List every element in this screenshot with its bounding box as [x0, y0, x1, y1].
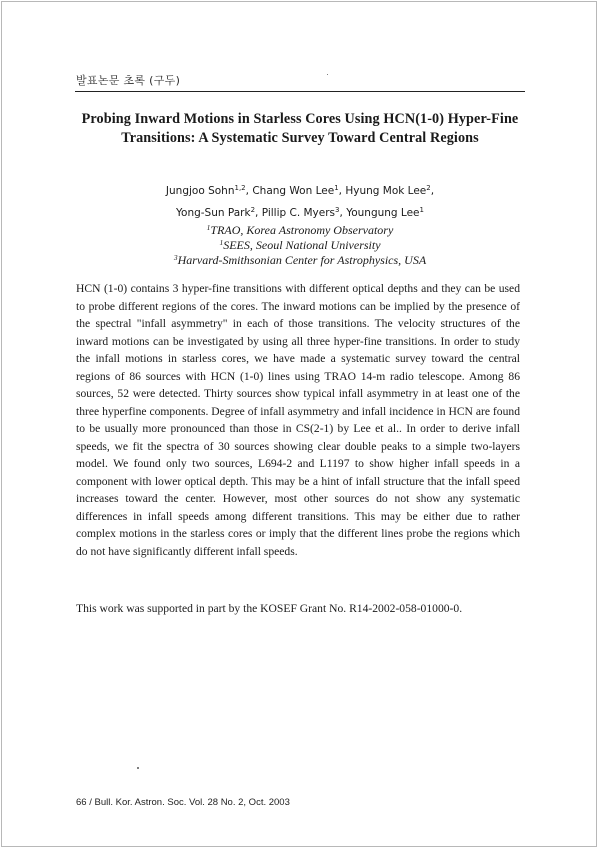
author-name: Yong-Sun Park: [176, 207, 251, 219]
author-name: Jungjoo Sohn: [165, 185, 235, 197]
author-sep: ,: [338, 185, 346, 197]
affiliation: [70, 223, 530, 238]
section-header: 발표논문 초록 (구두): [76, 74, 181, 87]
affil-mark: 1: [219, 238, 224, 247]
author-affil-mark: 1: [419, 206, 424, 214]
author-name: Youngung Lee: [346, 207, 420, 219]
author-affil-mark: 1: [334, 184, 339, 192]
title-line-1: Probing Inward Motions in Starless Cores Using HCN(1-0) Hyper-Fine: [81, 111, 519, 127]
abstract-body: HCN (1-0) contains 3 hyper-fine transitions with different optical depths and they can be used to probe different regions of the cores. The inward motions can be implied by the presence of the spectral "infall asymmetry" in each of those transitions. The velocity structures of the inward motions can be investigated by using all three hyper-fine transitions. In order to study the infall motions in starless cores, we have made a systematic survey toward the central regions of 86 sources with HCN (1-0) lines using TRAO 14-m radio telescope. Among 86 sources, 52 were detected. Thirty sources show typical infall asymmetry in at least one of the three hyperfine components. Degree of infall asymmetry and infall incidence in HCN are found to be usually more pronounced than those in CS(2-1) by Lee et al.. In order to derive infall speeds, we fit the spectra of 30 sources showing clear double peaks to a simple two-layers model. We found only two sources, L694-2 and L1197 to show higher infall speeds in a component with lower optical depth. This may be a hint of infall structure that the infall speed increases toward the center. However, most other sources do not show any systematic differences in infall speeds among different transitions. This may be either due to rather complex motions in the starless cores or imply that the different lines probe the regions which do not have significantly different infall speeds.: [76, 282, 520, 558]
title-line-2: Transitions: A Systematic Survey Toward Central Regions: [121, 130, 479, 146]
author-affil-mark: 2: [250, 206, 256, 214]
author-affil-mark: 2: [426, 184, 431, 192]
author-sep: ,: [245, 185, 253, 197]
author-name: Pillip C. Myers: [261, 207, 336, 219]
acknowledgement: This work was supported in part by the KOSEF Grant No. R14-2002-058-01000-0.: [76, 602, 463, 615]
author-sep: ,: [255, 207, 262, 219]
affil-text: SEES, Seoul National University: [223, 238, 381, 252]
author-line-1: [70, 180, 530, 202]
author-sep: ,: [339, 207, 347, 219]
scan-speck: [137, 767, 139, 769]
scan-speck: [327, 74, 328, 75]
affil-mark: 1: [206, 223, 211, 232]
affiliation: [70, 238, 530, 253]
paper-title: [70, 110, 530, 148]
author-sep: ,: [430, 185, 435, 197]
header-rule: [75, 91, 525, 92]
affil-text: Harvard-Smithsonian Center for Astrophysics, USA: [177, 253, 427, 267]
page-footer: 66 / Bull. Kor. Astron. Soc. Vol. 28 No. 2, Oct. 2003: [76, 797, 290, 808]
affil-text: TRAO, Korea Astronomy Observatory: [210, 223, 394, 237]
affiliation: [70, 253, 530, 268]
author-line-2: [70, 202, 530, 224]
author-name: Chang Won Lee: [252, 185, 335, 197]
author-list: [70, 180, 530, 224]
author-affil-mark: 3: [335, 206, 340, 214]
affiliation-list: [70, 223, 530, 268]
author-affil-mark: 1,2: [234, 184, 246, 192]
affil-mark: 3: [173, 253, 178, 262]
author-name: Hyung Mok Lee: [345, 185, 427, 197]
